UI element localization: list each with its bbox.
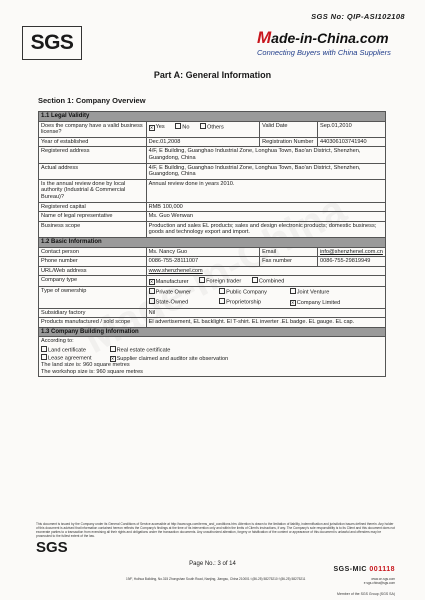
table-row: [39, 276, 386, 287]
subsidiary-label: Subsidiary factory: [39, 308, 147, 318]
products-label: Products manufactured / sold scope: [39, 318, 147, 328]
products-value: El advertisement, EL backlight. El T-shirt. EL inverter .EL badge. EL gauge. EL cap.: [146, 318, 385, 328]
footer-address: 19/F, Huihua Building, No.315 Zhongshan South Road, Nanjing, Jiangsu, China 210001 t (86-25) 58275210 f (86-25) 58275211: [126, 577, 306, 581]
band-building-information: 1.3 Company Building Information: [39, 327, 386, 337]
representative-value: Ms. Guo Wenwan: [146, 212, 385, 222]
table-row: [39, 179, 386, 202]
subsidiary-value: Nil: [146, 308, 385, 318]
actual-address-label: Actual address: [39, 163, 147, 179]
building-info: According to: Land certificate Real estate certificate Lease agreement ✕ Supplier claimed and auditor site observation The land size is: 960 square metres The workshop size is: 960 square metres: [39, 337, 386, 377]
according-label: According to:: [41, 338, 74, 345]
license-question: Does the company have a valid business license?: [39, 121, 147, 137]
checkbox: [290, 288, 296, 294]
mic-logo-tagline: Connecting Buyers with China Suppliers: [257, 48, 391, 57]
land-size: The land size is: 960 square metres: [41, 362, 130, 369]
valid-date-label: Valid Date: [260, 121, 318, 137]
annual-review-label: Is the annual review done by local authority (Industrial & Commercial Bureau)?: [39, 179, 147, 202]
ownership-options: Private Owner Public Company Joint Venture State-Owned Proprietorship ✕ Company Limited: [146, 287, 385, 308]
url-label: URL/Web address: [39, 266, 147, 276]
checkbox: [41, 354, 47, 360]
table-row: [39, 202, 386, 212]
table-row: [39, 247, 386, 257]
phone-label: Phone number: [39, 257, 147, 267]
made-in-china-logo: [257, 28, 397, 57]
table-row: [39, 137, 386, 147]
mic-serial-number: SGS-MIC 001118: [333, 566, 395, 573]
table-row: [39, 308, 386, 318]
page-number: Page No.: 3 of 14: [189, 561, 236, 567]
checkbox: [149, 288, 155, 294]
sgs-report-number: SGS No: QIP-ASI102108: [311, 12, 405, 21]
website-link[interactable]: www.shenzhenel.com: [146, 266, 385, 276]
fax-value: 0086-755-29819949: [317, 257, 385, 267]
ownership-label: Type of ownership: [39, 287, 147, 308]
workshop-size: The workshop size is: 960 square metres: [41, 368, 143, 375]
checkbox: [41, 346, 47, 352]
company-overview-table: [38, 111, 386, 377]
email-label: Email: [260, 247, 318, 257]
contact-value: Ms. Nancy Guo: [146, 247, 260, 257]
checkbox: [110, 346, 116, 352]
table-row: [39, 266, 386, 276]
company-type-options: ✕ Manufacturer Foreign trader Combined: [146, 276, 385, 287]
table-row: [39, 257, 386, 267]
company-type-label: Company type: [39, 276, 147, 287]
table-row: [39, 121, 386, 137]
checkbox: [175, 123, 181, 129]
email-link[interactable]: info@shenzhenel.com.cn: [317, 247, 385, 257]
capital-label: Registered capital: [39, 202, 147, 212]
table-row: [39, 147, 386, 163]
annual-review-value: Annual review done in years 2010.: [146, 179, 385, 202]
contact-label: Contact person: [39, 247, 147, 257]
table-row: [39, 337, 386, 377]
checkbox: [219, 298, 225, 304]
checkbox: [149, 298, 155, 304]
registered-address-label: Registered address: [39, 147, 147, 163]
business-scope-label: Business scope: [39, 221, 147, 237]
checkbox: [200, 123, 206, 129]
capital-value: RMB 100,000: [146, 202, 385, 212]
checkbox-checked: ✕: [291, 300, 295, 306]
footer-disclaimer: This document is issued by the Company under its General Conditions of Service accessible at http://www.sgs.com/terms_and_conditions.htm. Attention is drawn to the limitation of liability, indemnification and jurisdiction issues defined therein. Any holder of this document is advised that information contained hereon reflects the Company's findings at the time of its intervention only and within the limits of Client's instructions, if any. The Company's sole responsibility is to its Client and this document does not exonerate parties to a transaction from exercising all their rights and obligations under the transaction documents. Any unauthorized alteration, forgery or falsification of the content or appearance of this document is unlawful and offenders may be prosecuted to the fullest extent of the law.: [36, 522, 395, 538]
sgs-logo: SGS: [22, 26, 82, 60]
checkbox: [199, 277, 205, 283]
established-label: Year of established: [39, 137, 147, 147]
sgs-footer-logo: SGS: [36, 539, 68, 556]
checkbox-checked: ✕: [149, 279, 154, 285]
part-title: Part A: General Information: [153, 70, 272, 80]
table-row: [39, 163, 386, 179]
section-title: Section 1: Company Overview: [38, 96, 146, 105]
business-scope-value: Production and sales EL products; sales and design electronic products; domestic business; goods and technology export and import.: [146, 221, 385, 237]
phone-value: 0086-755-28111007: [146, 257, 260, 267]
member-note: Member of the SGS Group (SGS SA): [337, 592, 395, 596]
table-row: [39, 287, 386, 308]
registration-number-value: 440306103741940: [317, 137, 385, 147]
table-row: [39, 318, 386, 328]
table-row: [39, 221, 386, 237]
band-legal-validity: 1.1 Legal Validity: [39, 112, 386, 122]
checkbox-checked: ✕: [110, 356, 115, 362]
fax-label: Fax number: [260, 257, 318, 267]
representative-label: Name of legal representative: [39, 212, 147, 222]
footer-contact: www.cn.sgs.com e sgs.china@sgs.com: [363, 577, 395, 585]
mic-logo-name: Made-in-China.com: [257, 28, 389, 47]
checkbox: [252, 277, 258, 283]
license-options: ✕ Yes No Others: [146, 121, 260, 137]
registered-address-value: 4/F, E Building, Guanghao Industrial Zone, Longhua Town, Bao'an District, Shenzhen, Guangdong, China: [146, 147, 385, 163]
valid-date-value: Sep.01,2010: [317, 121, 385, 137]
established-value: Dec.01,2008: [146, 137, 260, 147]
actual-address-value: 4/F, E Building, Guanghao Industrial Zone, Longhua Town, Bao'an District, Shenzhen, Guangdong, China: [146, 163, 385, 179]
band-basic-information: 1.2 Basic Information: [39, 237, 386, 247]
registration-number-label: Registration Number: [260, 137, 318, 147]
checkbox: [219, 288, 225, 294]
table-row: [39, 212, 386, 222]
checkbox-checked: ✕: [149, 124, 154, 130]
